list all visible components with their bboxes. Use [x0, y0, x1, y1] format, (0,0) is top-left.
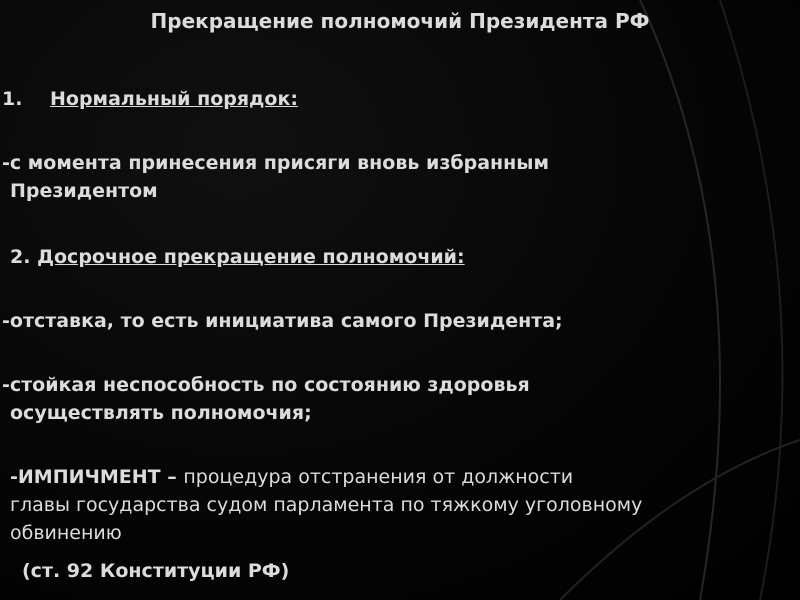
- impeachment-line-3: обвинению: [10, 522, 122, 544]
- section-1-heading: Нормальный порядок:: [50, 88, 298, 110]
- slide-title: Прекращение полномочий Президента РФ: [150, 9, 650, 33]
- impeachment-definition-1: процедура отстранения от должности: [183, 466, 574, 488]
- normal-order-line-1: -с момента принесения присяги вновь избранным: [2, 152, 550, 174]
- impeachment-term: -ИМПИЧМЕНТ –: [10, 466, 177, 488]
- section-2-heading: Досрочное прекращение полномочий:: [37, 246, 465, 268]
- health-item-line-1: -стойкая неспособность по состоянию здоровья: [2, 374, 530, 396]
- impeachment-line-2: главы государства судом парламента по тяжкому уголовному: [10, 494, 643, 516]
- resignation-item: -отставка, то есть инициатива самого Президента;: [2, 310, 563, 332]
- health-item-line-2: осуществлять полномочия;: [10, 402, 312, 424]
- section-2-heading-line: [10, 244, 465, 270]
- section-2-number: 2.: [10, 246, 31, 268]
- impeachment-line-1: [10, 464, 573, 490]
- constitution-reference: (ст. 92 Конституции РФ): [22, 560, 290, 582]
- section-1-number: 1.: [2, 88, 23, 110]
- normal-order-line-2: Президентом: [10, 180, 158, 202]
